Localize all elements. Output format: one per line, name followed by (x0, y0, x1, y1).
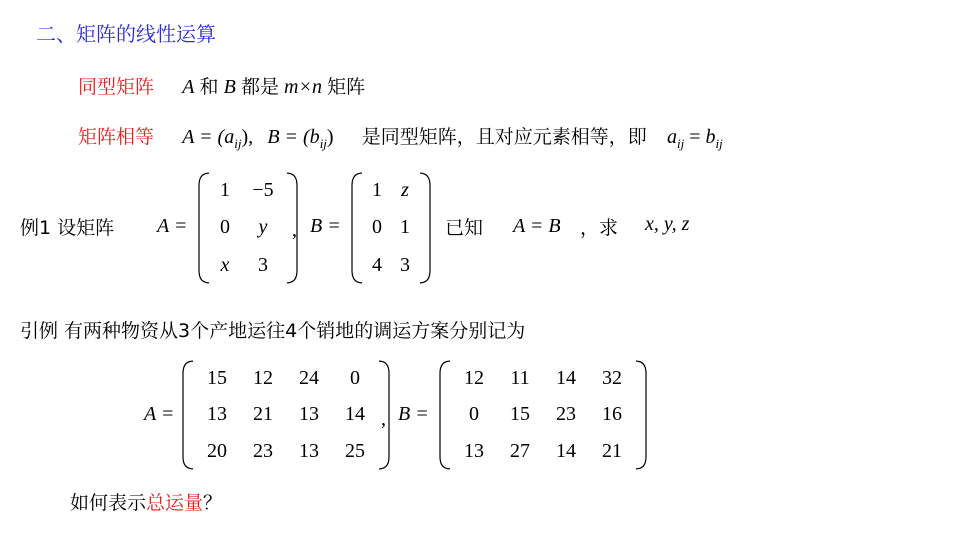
definition-matrix-equality (78, 122, 723, 152)
example2-matrix-a: 15 12 24 0 13 21 13 14 20 23 13 25 (182, 360, 390, 470)
example1-a-label: A = (157, 215, 188, 237)
example1-ask: ，求 (580, 217, 619, 239)
example2-separator: , (381, 408, 386, 430)
a-equals-aij: $A = (a_{ij})$, (182, 126, 254, 151)
aij-equals-bij: $a_{ij} = b_{ij}$ (666, 126, 723, 151)
example2-a-label: A = (144, 403, 175, 425)
example2-matrix-b: 12 11 14 32 0 15 23 16 13 27 14 21 (439, 360, 647, 470)
example1-known: 已知 (445, 217, 484, 239)
intro-text: 引例 有两种物资从3个产地运往4个销地的调运方案分别记为 (20, 320, 526, 342)
example1-matrix-b: 1 z 0 1 4 3 (351, 172, 431, 284)
example1-separator: , (292, 219, 297, 241)
example1-condition: A = B (513, 215, 561, 237)
b-equals-bij: $B = (b_{ij})$ (267, 126, 334, 151)
definition-same-type (78, 72, 365, 99)
question-suffix: ？ (203, 492, 223, 514)
matrix-b-symbol: B (223, 76, 236, 98)
equality-description: 是同型矩阵，且对应元素相等，即 (361, 126, 647, 148)
question-prefix: 如何表示 (70, 492, 147, 514)
example1-b-label: B = (310, 215, 341, 237)
matrix-a-symbol: A (182, 76, 195, 98)
word-matrix: 矩阵 (327, 76, 366, 98)
example1-matrix-a: 1 −5 0 y x 3 (198, 172, 298, 284)
example2-b-label: B = (398, 403, 429, 425)
dimension-mxn: m×n (284, 76, 322, 98)
question-highlight: 总运量 (146, 492, 204, 514)
example1-label: 例1 设矩阵 (20, 217, 115, 239)
word-and: 和 (199, 76, 219, 98)
question (70, 488, 222, 515)
term-matrix-equal: 矩阵相等 (78, 126, 155, 148)
example1-variables: x, y, z (645, 213, 690, 235)
term-same-type: 同型矩阵 (78, 76, 155, 98)
section-title: 二、矩阵的线性运算 (36, 22, 216, 46)
word-are: 都是 (240, 76, 279, 98)
